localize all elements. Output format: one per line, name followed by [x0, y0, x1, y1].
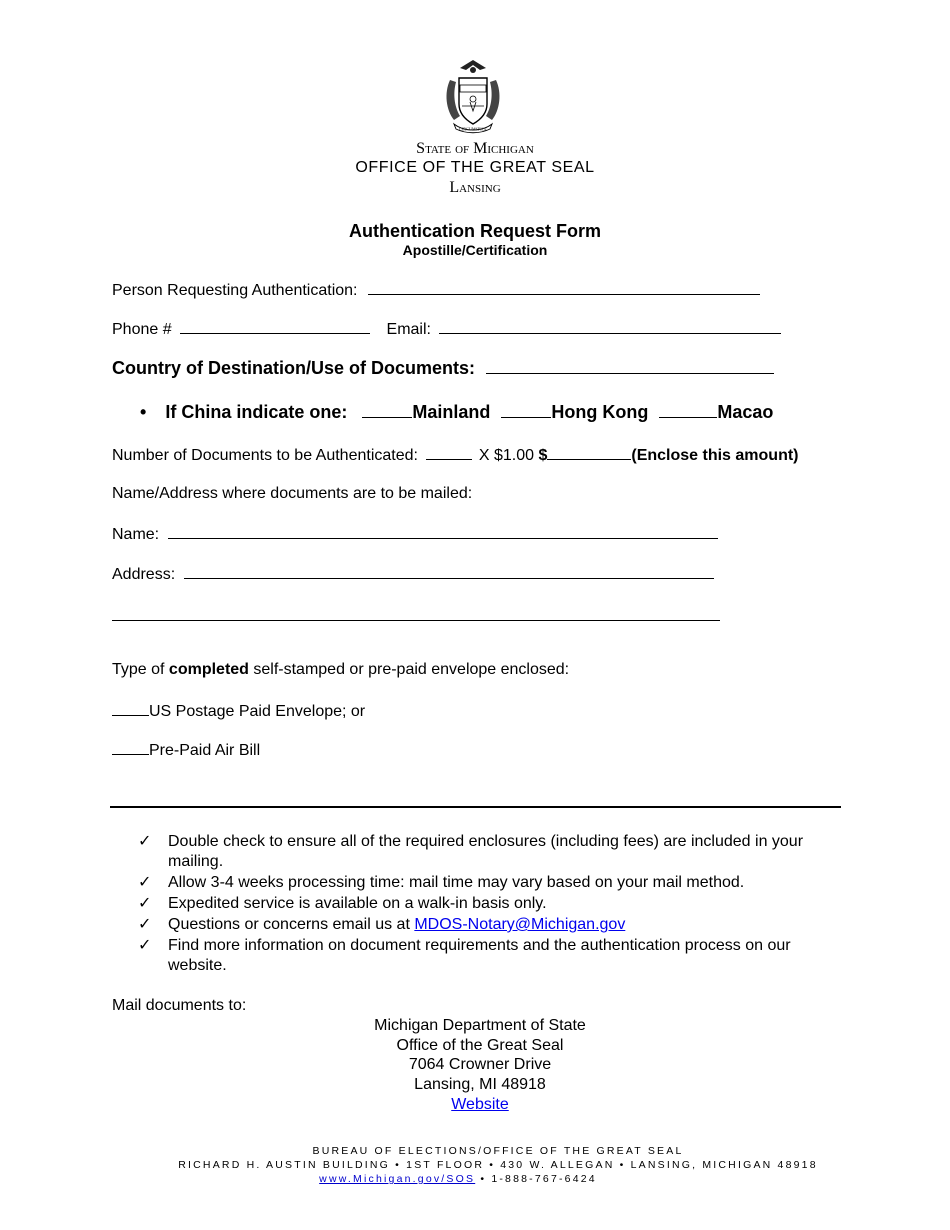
mail-documents-label: Mail documents to: — [112, 997, 247, 1014]
form-title: Authentication Request Form — [348, 221, 601, 241]
checklist-item: ✓ Double check to ensure all of the required enclosures (including fees) are included in your mailing. — [138, 833, 804, 870]
mailing-line: Michigan Department of State — [374, 1017, 586, 1034]
check-icon: ✓ — [138, 937, 152, 954]
docs-multiplier: X $1.00 — [478, 447, 535, 464]
mail-intro: Name/Address where documents are to be mailed: — [112, 485, 473, 502]
envelope-option-1-label: US Postage Paid Envelope; or — [149, 703, 366, 720]
check-icon: ✓ — [138, 833, 152, 850]
section-divider — [110, 806, 841, 808]
china-label: If China indicate one: — [165, 402, 348, 422]
check-icon: ✓ — [138, 895, 152, 912]
docs-dollar: $ — [538, 447, 548, 464]
envelope-prefix: Type of — [112, 661, 169, 678]
envelope-option-1 — [112, 701, 365, 721]
mailing-address — [0, 1016, 950, 1115]
michigan-great-seal-icon — [440, 58, 506, 134]
china-row — [140, 402, 773, 423]
header-state: State of Michigan — [416, 140, 534, 157]
envelope-option-2-label: Pre-Paid Air Bill — [149, 742, 261, 759]
person-row — [112, 280, 760, 300]
country-field[interactable] — [486, 359, 774, 374]
envelope-option-1-field[interactable] — [112, 701, 149, 716]
address-field[interactable] — [184, 564, 714, 579]
footer-phone: • 1-888-767-6424 — [475, 1173, 597, 1185]
checklist-item: ✓ Find more information on document requirements and the authentication process on our website. — [138, 937, 791, 974]
name-label: Name: — [112, 526, 160, 543]
phone-field[interactable] — [180, 319, 370, 334]
china-option-hongkong: Hong Kong — [551, 402, 649, 422]
docs-label: Number of Documents to be Authenticated: — [112, 447, 418, 464]
header-city: Lansing — [449, 179, 501, 196]
china-option-macao: Macao — [717, 402, 774, 422]
docs-amount-field[interactable] — [547, 445, 631, 460]
check-icon: ✓ — [138, 916, 152, 933]
country-row — [112, 358, 774, 379]
mailing-line: 7064 Crowner Drive — [408, 1056, 552, 1074]
name-row — [112, 524, 718, 544]
checklist — [138, 832, 843, 977]
mailing-line: Lansing, MI 48918 — [414, 1076, 546, 1094]
footer-address: RICHARD H. AUSTIN BUILDING • 1ST FLOOR • 430 W. ALLEGAN • LANSING, MICHIGAN 48918 — [178, 1159, 818, 1171]
envelope-option-2-field[interactable] — [112, 740, 149, 755]
checklist-item: ✓ Expedited service is available on a walk-in basis only. — [138, 895, 547, 912]
china-option-mainland: Mainland — [412, 402, 491, 422]
address-row — [112, 564, 714, 584]
envelope-bold: completed — [168, 661, 249, 678]
docs-row — [112, 445, 799, 465]
person-field[interactable] — [368, 280, 760, 295]
envelope-suffix: self-stamped or pre-paid envelope enclosed: — [248, 661, 570, 678]
checklist-item: ✓ Questions or concerns email us at MDOS-Notary@Michigan.gov — [138, 916, 626, 933]
footer-website-link[interactable]: www.Michigan.gov/SOS — [319, 1173, 476, 1185]
envelope-row — [112, 661, 569, 679]
website-link[interactable]: Website — [451, 1095, 509, 1113]
notary-email-link[interactable]: MDOS-Notary@Michigan.gov — [414, 916, 626, 933]
seal-motto: CIRCUMSPICE — [459, 126, 487, 132]
footer-bureau: BUREAU OF ELECTIONS/OFFICE OF THE GREAT SEAL — [312, 1145, 684, 1157]
envelope-option-2 — [112, 740, 260, 760]
check-icon: ✓ — [138, 874, 152, 891]
china-bullet: • — [140, 402, 147, 422]
contact-row — [112, 319, 781, 339]
email-label: Email: — [386, 321, 431, 338]
china-hongkong-field[interactable] — [501, 403, 551, 418]
email-field[interactable] — [439, 319, 781, 334]
china-mainland-field[interactable] — [362, 403, 412, 418]
checklist-item: ✓ Allow 3-4 weeks processing time: mail time may vary based on your mail method. — [138, 874, 745, 891]
name-field[interactable] — [168, 524, 718, 539]
mailing-line: Office of the Great Seal — [396, 1036, 564, 1054]
address-line-2-field[interactable] — [112, 605, 720, 621]
docs-count-field[interactable] — [426, 445, 472, 460]
address-label: Address: — [112, 566, 176, 583]
docs-note: (Enclose this amount) — [631, 447, 799, 464]
footer-contact — [0, 1173, 950, 1185]
phone-label: Phone # — [112, 321, 172, 338]
form-subtitle: Apostille/Certification — [402, 242, 548, 258]
country-label: Country of Destination/Use of Documents: — [112, 358, 476, 378]
person-label: Person Requesting Authentication: — [112, 282, 358, 299]
header-office: OFFICE OF THE GREAT SEAL — [355, 159, 595, 176]
china-macao-field[interactable] — [659, 403, 717, 418]
